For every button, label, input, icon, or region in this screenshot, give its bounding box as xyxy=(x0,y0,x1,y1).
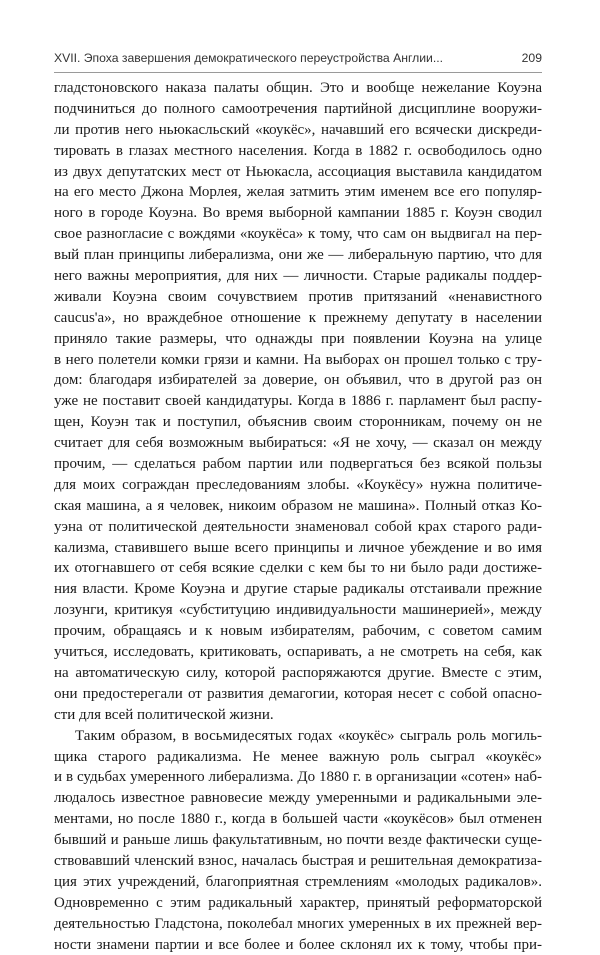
text-line: они предостерегали от развития демагогии, которая несет с собой опасно- xyxy=(54,685,542,702)
text-line: Таким образом, в восьмидесятых годах «коукёс» сыграль роль могиль- xyxy=(75,727,542,744)
text-line: уэна от политической деятельности знаменовал собой крах старого ради- xyxy=(54,518,542,535)
text-line: него важны мероприятия, для них — личности. Старые радикалы поддер- xyxy=(54,268,542,285)
page-number: 209 xyxy=(521,51,542,65)
text-line: ного в городе Коуэна. Во время выборной кампании 1885 г. Коуэн сводил xyxy=(54,205,542,222)
paragraph xyxy=(54,78,542,726)
text-line: уже не поставит своей кандидатуры. Когда в 1886 г. парламент был распу- xyxy=(54,393,542,410)
text-line: щика старого радикализма. Не менее важную роль сыграл «коукёс» xyxy=(54,748,542,765)
text-line: сти для всей политической жизни. xyxy=(54,706,274,723)
text-line: на автоматическую силу, которой распоряжаются другие. Вместе с этим, xyxy=(54,664,542,681)
text-line: вый план принципы либерализма, они же — либеральную партию, что для xyxy=(54,247,542,264)
header-rule xyxy=(54,72,542,73)
text-line: caucus'а», но враждебное отношение к прежнему депутату в населении xyxy=(54,309,542,326)
body-text xyxy=(54,78,542,955)
running-head xyxy=(54,51,542,69)
text-line: на его место Джона Морлея, желая затмить этим именем все его популяр- xyxy=(54,184,542,201)
text-line: их отогнавшего от себя всякие сделки с кем бы то ни было ради достиже- xyxy=(54,560,542,577)
text-line: дом: благодаря избирателей за доверие, он объявил, что в другой раз он xyxy=(54,372,542,389)
text-line: живали Коуэна своим сочувствием против притязаний «ненавистного xyxy=(54,288,542,305)
text-line: в него полетели комки грязи и камни. На выборах он прошел только с тру- xyxy=(54,351,542,368)
text-line: кализма, ставившего выше всего принципы и личное убеждение и во имя xyxy=(54,539,542,556)
text-line: ния власти. Кроме Коуэна и другие старые радикалы отстаивали прежние xyxy=(54,581,542,598)
text-line: ская машина, а я человек, никоим образом не машина». Полный отказ Ко- xyxy=(54,497,542,514)
text-line: щен, Коуэн так и поступил, объяснив своим сторонникам, почему он не xyxy=(54,414,542,431)
text-line: приняло такие размеры, что однажды при появлении Коуэна на улице xyxy=(54,330,542,347)
text-line: ция этих учреждений, благоприятная стремлениям «молодых радикалов». xyxy=(54,873,542,890)
text-line: и в судьбах умеренного либерализма. До 1880 г. в организации «сотен» наб- xyxy=(54,769,542,786)
running-head-title: XVII. Эпоха завершения демократического переустройства Англии... xyxy=(54,51,444,65)
text-line: бывший и раньше лишь факультативным, но почти везде фактически суще- xyxy=(54,832,542,849)
text-line: деятельностью Гладстона, поколебал многих умеренных в их прежней вер- xyxy=(54,915,542,932)
paragraph xyxy=(54,726,542,955)
text-line: ментами, но после 1880 г., когда в большей части «коукёсов» был отменен xyxy=(54,811,542,828)
text-line: считает для себя возможным выбираться: «Я не хочу, — сказал он между xyxy=(54,435,542,452)
text-line: свое разногласие с вождями «коукёса» к тому, что сам он выдвигал на пер- xyxy=(54,226,542,243)
text-line: учиться, исследовать, критиковать, оспаривать, а не смотреть на себя, как xyxy=(54,644,542,661)
text-line: лозунги, критикуя «субституцию индивидуальности машинерией», между xyxy=(54,602,542,619)
text-line: ли против него ньюкасльский «коукёс», начавший его всячески дискреди- xyxy=(54,121,542,138)
text-line: тировать в глазах местного населения. Когда в 1882 г. освободилось одно xyxy=(54,142,542,159)
text-line: людалось известное равновесие между умеренными и радикальными эле- xyxy=(54,790,542,807)
text-line: для моих сограждан преследованиям злобы. «Коукёсу» нужна политиче- xyxy=(54,476,542,493)
text-line: гладстоновского наказа палаты общин. Это и вообще нежелание Коуэна xyxy=(54,80,542,96)
text-line: ствовавший членский взнос, началась быстрая и решительная демократиза- xyxy=(54,852,542,869)
text-line: из двух депутатских мест от Ньюкасла, ассоциация выставила кандидатом xyxy=(54,163,542,180)
text-line: подчиниться до полного самоотречения партийной дисциплине вооружи- xyxy=(54,100,542,117)
text-line: ности знамени партии и все более и более склонял их к тому, чтобы при- xyxy=(54,936,542,953)
text-line: Одновременно с этим радикальный характер, принятый реформаторской xyxy=(54,894,542,911)
text-line: прочим, обращаясь и к новым избирателям, рабочим, с советом самим xyxy=(54,623,542,640)
text-line: прочим, — сделаться рабом партии или подвергаться без всякой пользы xyxy=(54,456,542,473)
